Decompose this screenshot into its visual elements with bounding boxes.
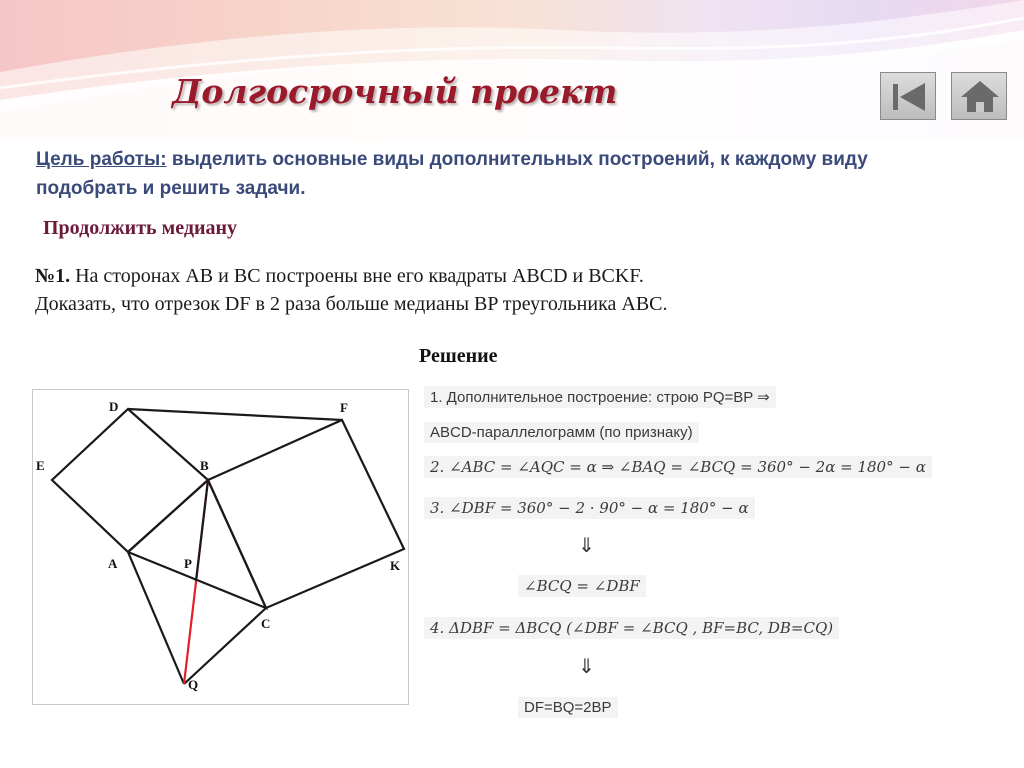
geometry-figure [32,389,409,705]
goal-description: выделить основные виды дополнительных построений, к каждому виду подобрать и решить задачи. [36,149,868,199]
home-button[interactable] [951,72,1007,120]
triangle-abc [128,480,266,608]
label-b: B [200,458,209,473]
home-icon [952,73,1008,121]
goal-text [36,145,966,203]
implies-down-arrow-2: ⇓ [578,654,595,678]
segment-df [128,409,342,420]
label-d: D [109,399,119,414]
step-2: 2. ∠ABC = ∠AQC = α ⇒ ∠BAQ = ∠BCQ = 360° − 2α = 180° − α [424,456,932,478]
problem-line-1: На сторонах AB и BC построены вне его квадраты ABCD и BCKF. [70,265,644,287]
header-wave-decoration [0,0,1024,140]
label-k: K [390,558,401,573]
solution-heading: Решение [419,345,498,367]
label-q: Q [188,677,199,692]
step-3-result: ∠BCQ = ∠DBF [518,575,646,597]
back-button[interactable] [880,72,936,120]
step-1: 1. Дополнительное построение: строю PQ=BP ⇒ [424,386,776,408]
step-1-conclusion: ABCD-параллелограмм (по признаку) [424,422,699,443]
label-c: C [261,616,271,631]
segment-cq [184,608,266,684]
median-bp [196,480,208,581]
label-a: A [108,556,118,571]
geometry-diagram [33,390,410,706]
label-p: P [184,556,192,571]
square-abde [52,409,208,552]
skip-back-icon [881,73,937,121]
step-4: 4. ΔDBF = ΔBCQ (∠DBF = ∠BCQ , BF=BC, DB=CQ) [424,617,839,639]
page-title: Долгосрочный проект [172,72,618,111]
problem-line-2: Доказать, что отрезок DF в 2 раза больше медианы BP треугольника ABC. [35,293,668,315]
section-heading: Продолжить медиану [43,217,238,239]
step-3: 3. ∠DBF = 360° − 2 · 90° − α = 180° − α [424,497,755,519]
problem-statement [35,262,995,318]
label-e: E [36,458,45,473]
implies-down-arrow-1: ⇓ [578,533,595,557]
goal-label: Цель работы: [36,149,167,170]
label-f: F [340,400,348,415]
problem-number: №1. [35,265,71,287]
step-5-result: DF=BQ=2BP [518,697,618,718]
header-background [0,0,1024,140]
square-bckf [208,420,404,608]
